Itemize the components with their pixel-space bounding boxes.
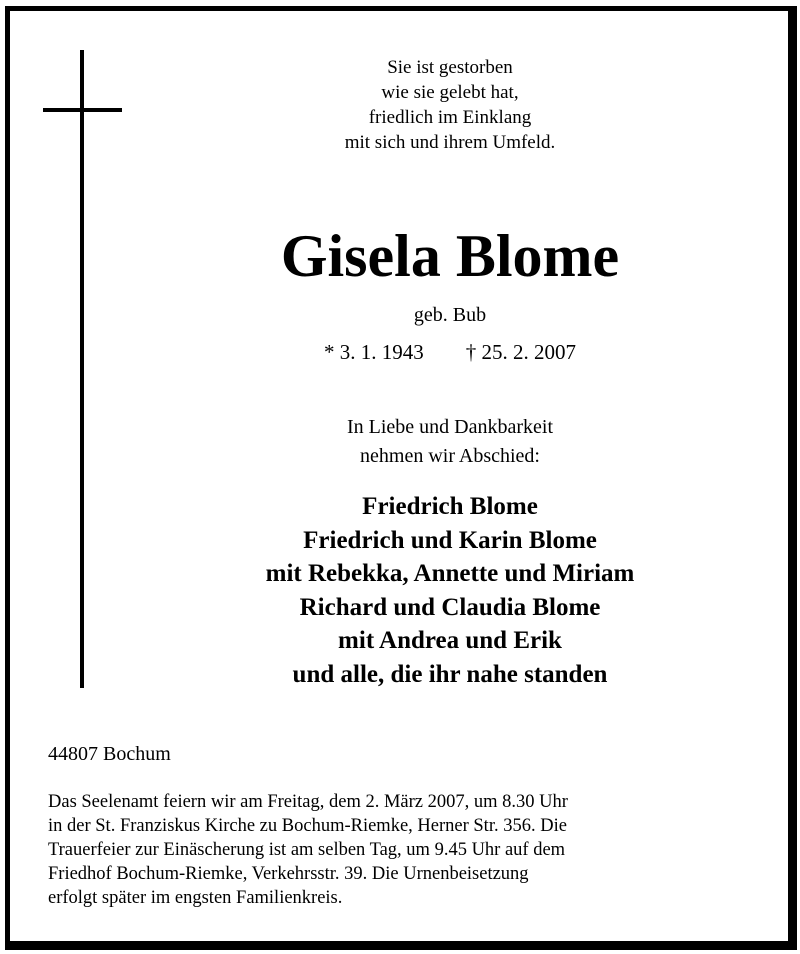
mourner-line: mit Andrea und Erik xyxy=(338,627,562,654)
mourner-line: Friedrich Blome xyxy=(362,493,538,520)
deceased-name: Gisela Blome xyxy=(280,223,620,289)
mourner-line: mit Rebekka, Annette und Miriam xyxy=(265,560,635,587)
cross-vertical-bar xyxy=(80,50,84,688)
details-line: Trauerfeier zur Einäscherung ist am selben Tag, um 9.45 Uhr auf dem xyxy=(48,840,566,860)
birth-date: * 3. 1. 1943 xyxy=(324,340,424,364)
mourners-list xyxy=(150,490,750,691)
motto-line: mit sich und ihrem Umfeld. xyxy=(344,132,556,153)
place-postcode: 44807 Bochum xyxy=(48,743,171,765)
motto-line: wie sie gelebt hat, xyxy=(381,82,519,103)
details-line: erfolgt später im engsten Familienkreis. xyxy=(48,888,343,908)
cross-horizontal-bar xyxy=(43,108,122,112)
maiden-name: geb. Bub xyxy=(413,304,487,326)
service-details xyxy=(48,790,768,910)
details-line: Das Seelenamt feiern wir am Freitag, dem 2. März 2007, um 8.30 Uhr xyxy=(48,792,568,812)
life-dates xyxy=(150,338,750,366)
farewell-line: nehmen wir Abschied: xyxy=(360,445,540,467)
farewell-line: In Liebe und Dankbarkeit xyxy=(346,416,554,438)
details-line: Friedhof Bochum-Riemke, Verkehrsstr. 39. Die Urnenbeisetzung xyxy=(48,864,529,884)
mourner-line: Richard und Claudia Blome xyxy=(299,593,601,621)
motto-verse xyxy=(150,55,750,155)
mourner-line: und alle, die ihr nahe standen xyxy=(292,660,608,688)
mourner-line: Friedrich und Karin Blome xyxy=(303,526,597,554)
death-date: † 25. 2. 2007 xyxy=(465,340,576,364)
motto-line: friedlich im Einklang xyxy=(368,107,532,128)
details-line: in der St. Franziskus Kirche zu Bochum-Riemke, Herner Str. 356. Die xyxy=(48,816,567,836)
farewell-text xyxy=(150,413,750,471)
motto-line: Sie ist gestorben xyxy=(387,57,513,78)
